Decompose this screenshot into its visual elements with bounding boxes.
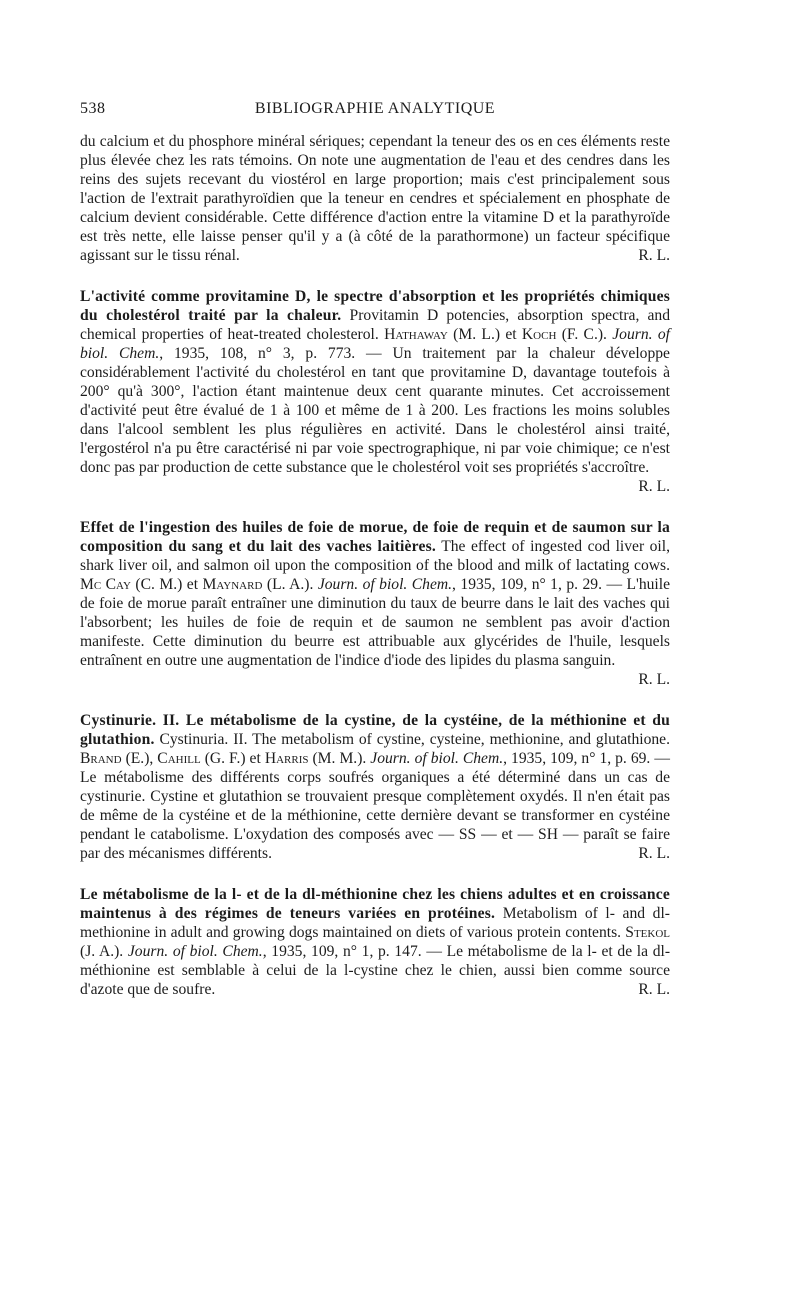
author-initials: (L. A.). bbox=[266, 576, 314, 593]
text-column bbox=[80, 132, 670, 1021]
journal-name: Journ. of biol. Chem. bbox=[370, 750, 504, 767]
journal-name: Journ. of biol. Chem. bbox=[127, 943, 263, 960]
english-title: Metabolism of l- and dl-methionine in adult and growing dogs maintained on diets of various protein contents. bbox=[80, 905, 670, 941]
entry-body bbox=[80, 287, 671, 495]
english-title: Cystinuria. II. The metabolism of cystine, cysteine, methionine, and glutathione. bbox=[159, 731, 670, 748]
author-initials: (G. F.) et bbox=[204, 750, 261, 767]
entry-cystinuria bbox=[80, 711, 670, 863]
summary: — Le métabolisme des différents corps soufrés organiques a été déterminé dans un cas de cystinurie. Cystine et glutathion se trouvaient presque complètement oxydés. Il n'en était pas de même de la cystéine et de la méthionine, cette dernière devant se transformer en cystéine pendant le catabolisme. L'oxydation des composés avec — SS — et — SH — paraît se faire par des mécanismes différents. bbox=[80, 750, 670, 862]
entry-body bbox=[80, 711, 670, 863]
entry-title: Cystinurie. II. Le métabolisme de la cystine, de la cystéine, de la méthionine et du glutathion. bbox=[80, 712, 670, 748]
entry-title: L'activité comme provitamine D, le spectre d'absorption et les propriétés chimiques du cholestérol traité par la chaleur. bbox=[80, 288, 670, 324]
author-name: Koch bbox=[521, 326, 557, 343]
signature: R. L. bbox=[638, 845, 670, 862]
signature: R. L. bbox=[638, 981, 670, 998]
author-initials: (F. C.). bbox=[561, 326, 607, 343]
journal-name: Journ. of biol. Chem. bbox=[80, 326, 670, 362]
entry-body bbox=[80, 885, 670, 999]
signature: R. L. bbox=[638, 478, 670, 495]
page-number: 538 bbox=[80, 100, 106, 117]
author-name: Cahill bbox=[157, 750, 201, 767]
author-name: Harris bbox=[264, 750, 309, 767]
author-name: Hathaway bbox=[384, 326, 448, 343]
citation: , 1935, 108, n° 3, p. 773. bbox=[159, 345, 356, 362]
entry-title: Le métabolisme de la l- et de la dl-méthionine chez les chiens adultes et en croissance maintenus à des régimes de teneurs variées en protéines. bbox=[80, 886, 670, 922]
entry-body bbox=[80, 518, 670, 670]
summary: — Le métabolisme de la l- et de la dl-méthionine est semblable à celui de la l-cystine chez le chien, aussi bien comme source d'azote que de soufre. bbox=[80, 943, 671, 998]
author-name: Brand bbox=[80, 750, 122, 767]
author-initials: (C. M.) et bbox=[135, 576, 199, 593]
author-name: Mc Cay bbox=[80, 576, 131, 593]
running-header bbox=[80, 100, 670, 124]
author-initials: (E.), bbox=[125, 750, 154, 767]
entry-methionine bbox=[80, 885, 670, 999]
author-initials: (M. L.) et bbox=[453, 326, 517, 343]
author-initials: (M. M.). bbox=[312, 750, 367, 767]
summary: — Un traitement par la chaleur développe considérablement l'activité du cholestérol en tant que provitamine D, davantage toutefois à 200° qu'à 300°, l'action étant maintenue deux cent quarante minutes. Cet accroissement d'activité peut être évalué de 1 à 100 et même de 1 à 200. Les fractions les moins solubles dans l'alcool semblent les plus régulières en activité. Dans le cholestérol ainsi traité, l'ergostérol n'a pu être caractérisé ni par voie spectrographique, ni par voie chimique; ce n'est donc pas par production de cette substance que le cholestérol voit ses propriétés s'accroître. bbox=[80, 345, 670, 476]
author-initials: (J. A.). bbox=[80, 943, 124, 960]
author-name: Stekol bbox=[625, 924, 670, 941]
signature: R. L. bbox=[638, 671, 670, 688]
signature: R. L. bbox=[638, 247, 670, 264]
english-title: The effect of ingested cod liver oil, shark liver oil, and salmon oil upon the composition of the blood and milk of lactating cows. bbox=[80, 538, 671, 574]
citation: , 1935, 109, n° 1, p. 69. bbox=[503, 750, 651, 767]
entry-provitamin-d bbox=[80, 287, 670, 496]
journal-title: BIBLIOGRAPHIE ANALYTIQUE bbox=[254, 100, 496, 117]
journal-name: Journ. of biol. Chem. bbox=[317, 576, 453, 593]
summary: — L'huile de foie de morue paraît entraîner une diminution du taux de beurre dans le lait des vaches qui l'absorbent; les huiles de foie de requin et de saumon ne semblent pas avoir d'action manifeste. Cette diminution du beurre est attribuable aux glycérides de l'huile, lesquels entraînent en outre une augmentation de l'indice d'iode des lipides du plasma sanguin. bbox=[80, 576, 671, 669]
entry-fish-oils bbox=[80, 518, 670, 689]
citation: , 1935, 109, n° 1, p. 29. bbox=[452, 576, 602, 593]
author-name: Maynard bbox=[202, 576, 263, 593]
citation: , 1935, 109, n° 1, p. 147. bbox=[262, 943, 422, 960]
continuation-text: du calcium et du phosphore minéral sériques; cependant la teneur des os en ces éléments reste plus élevée chez les rats témoins. On note une augmentation de l'eau et des cendres dans les reins des sujets recevant du viostérol en large proportion; mais c'est principalement sous l'action de l'extrait parathyroïdien que la teneur en cendres et spécialement en phosphate de calcium devient considérable. Cette différence d'action entre la vitamine D et la parathyroïde est très nette, elle laisse penser qu'il y a (à côté de la parathormone) un facteur spécifique agissant sur le tissu rénal. R. L. bbox=[80, 133, 670, 264]
continuation-paragraph bbox=[80, 132, 670, 265]
english-title: Provitamin D potencies, absorption spectra, and chemical properties of heat-treated cholesterol. bbox=[80, 307, 671, 343]
entry-title: Effet de l'ingestion des huiles de foie de morue, de foie de requin et de saumon sur la composition du sang et du lait des vaches laitières. bbox=[80, 519, 670, 555]
